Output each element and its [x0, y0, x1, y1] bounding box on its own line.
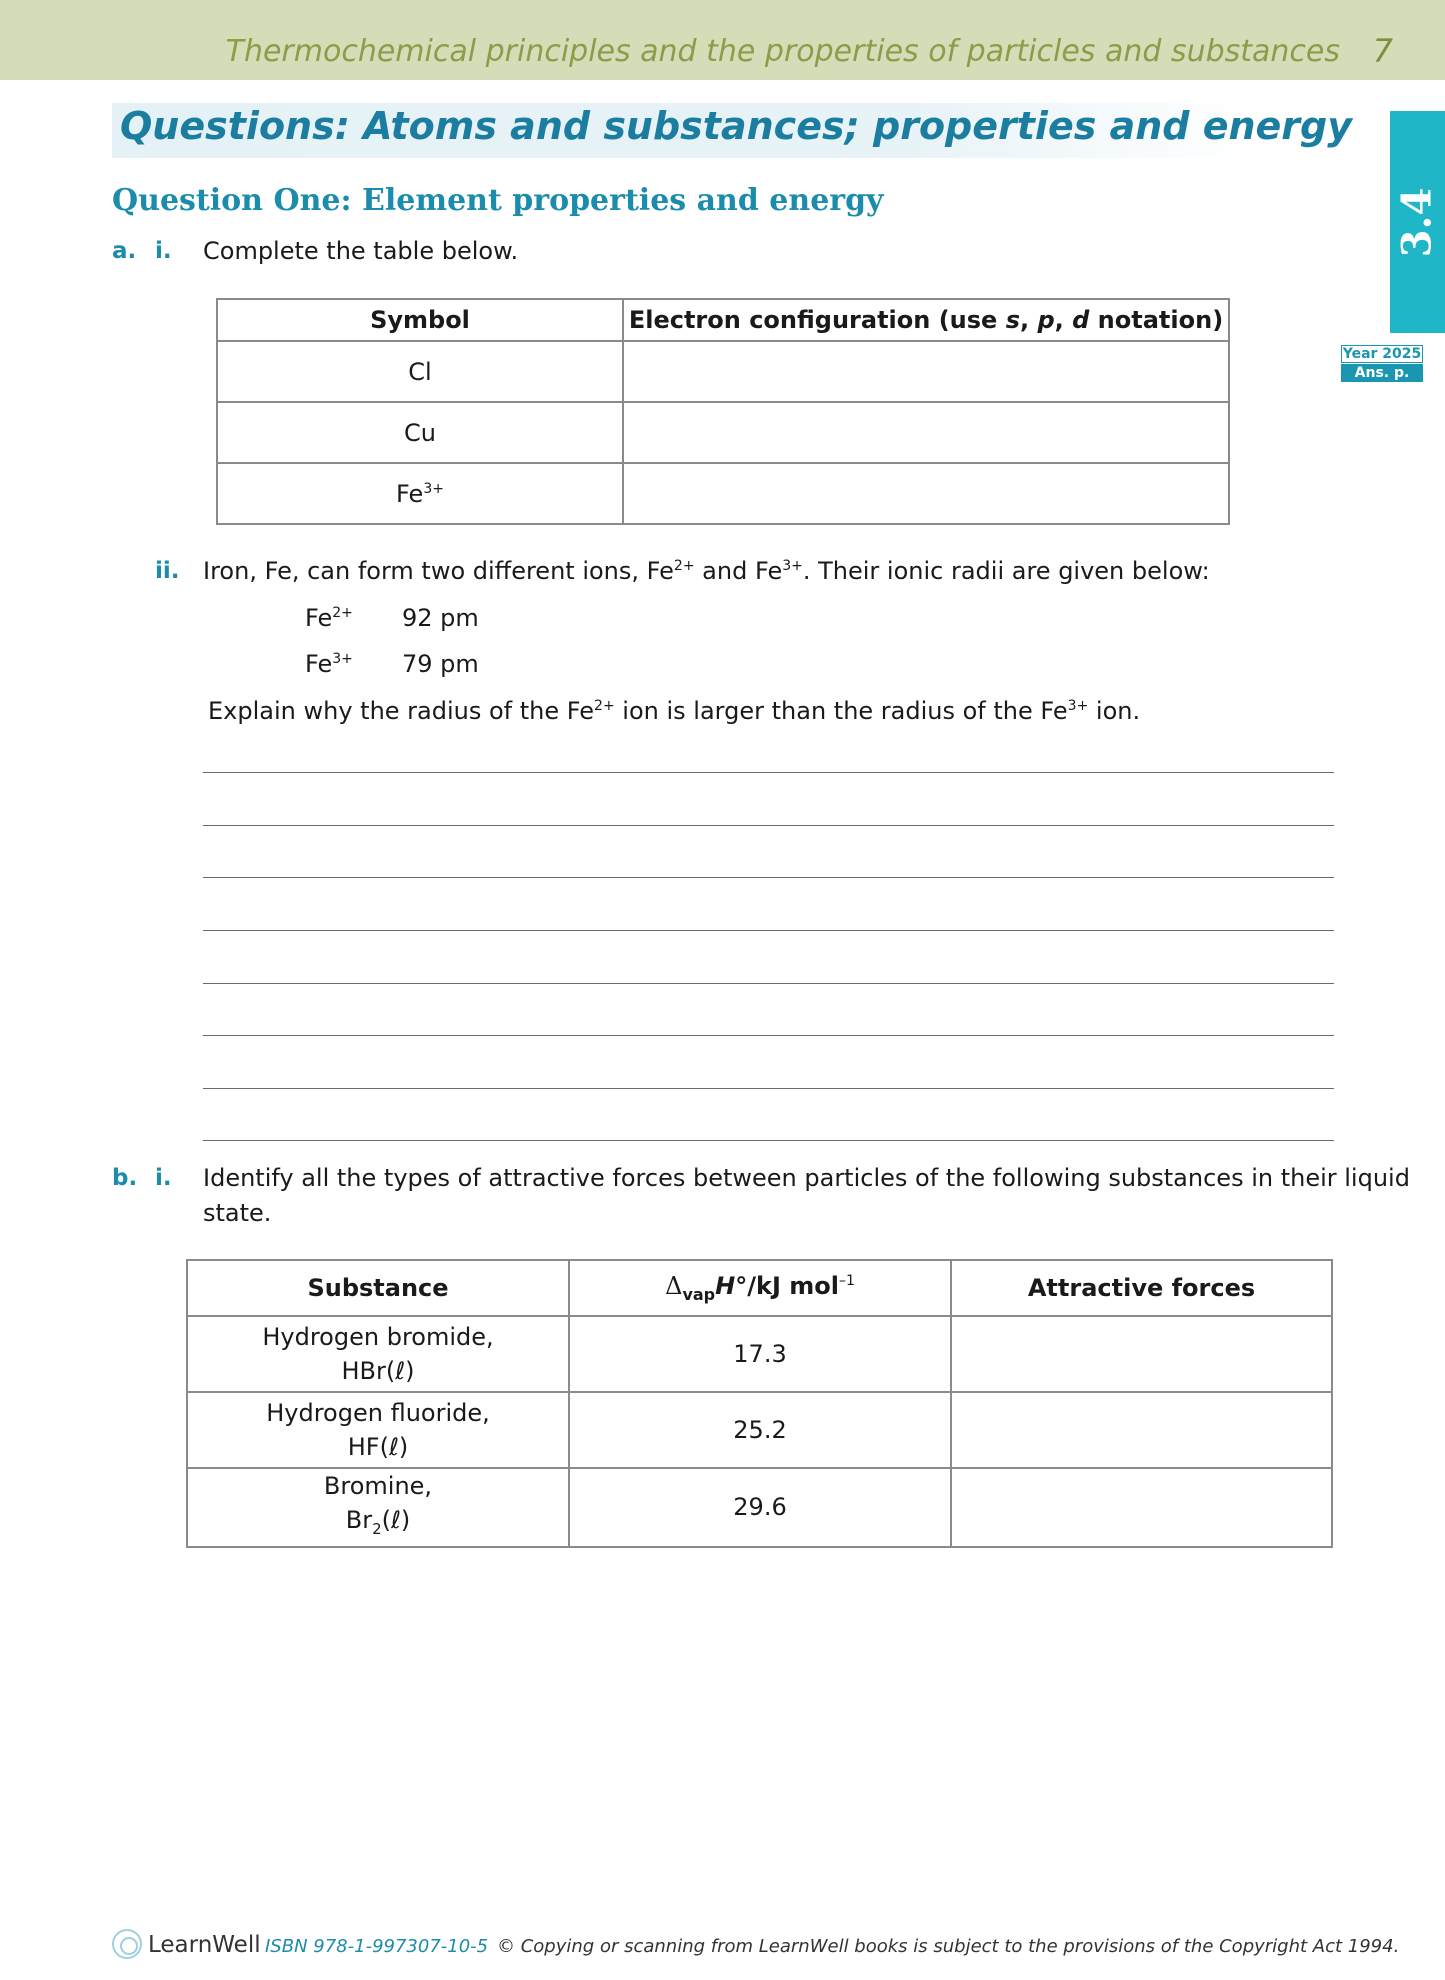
- forces-answer-cell[interactable]: [951, 1316, 1332, 1392]
- forces-answer-cell[interactable]: [951, 1468, 1332, 1547]
- footer-brand: LearnWell: [148, 1932, 261, 1958]
- learnwell-logo-icon: [112, 1929, 142, 1959]
- section-tab-label: 3.4: [1393, 187, 1441, 257]
- enthalpy-header: $\Delta_{vap}H^\circ/kJ$ mol$^{-1}$: [569, 1260, 951, 1316]
- table-row: [187, 1468, 1332, 1547]
- symbol-cell: $Fe^{3+}$: [217, 463, 623, 524]
- part-b-i-marker: i.: [155, 1165, 172, 1191]
- explain-prompt: Explain why the radius of the $Fe^{2+}$ ion is larger than the radius of the $Fe^{3+}$ ion.: [208, 697, 1141, 725]
- substance-cell: Bromine, $Br_2(\ell)$: [187, 1468, 569, 1547]
- enthalpy-value: 29.6: [569, 1468, 951, 1547]
- forces-header: Attractive forces: [951, 1260, 1332, 1316]
- ion-radius: 92 pm: [402, 604, 479, 632]
- page-title: Questions: Atoms and substances; properties and energy: [120, 104, 1353, 148]
- answer-line[interactable]: [203, 1035, 1334, 1036]
- table-row: [217, 341, 1229, 402]
- running-header-title: Thermochemical principles and the properties of particles and substances: [225, 34, 1340, 69]
- part-a-ii-marker: ii.: [155, 558, 180, 584]
- symbol-cell: Cu: [217, 402, 623, 463]
- footer-isbn: ISBN 978-1-997307-10-5: [265, 1936, 489, 1957]
- ionic-radii-intro: Iron, Fe, can form two different ions, $Fe^{2+}$ and $Fe^{3+}$. Their ionic radii are given below:: [203, 557, 1210, 585]
- year-badge: Year 2025: [1342, 346, 1422, 362]
- substance-cell: Hydrogen fluoride, HF(ℓ): [187, 1392, 569, 1468]
- table-row: [217, 463, 1229, 524]
- answer-line[interactable]: [203, 825, 1334, 826]
- footer-copyright: © Copying or scanning from LearnWell books is subject to the provisions of the Copyright Act 1994.: [497, 1936, 1400, 1957]
- electron-config-table: [216, 298, 1230, 525]
- answer-line[interactable]: [203, 1088, 1334, 1089]
- substance-header: Substance: [187, 1260, 569, 1316]
- part-a-instruction: Complete the table below.: [203, 237, 519, 265]
- symbol-header: Symbol: [217, 299, 623, 341]
- answer-line[interactable]: [203, 877, 1334, 878]
- page-number: 7: [1372, 32, 1393, 70]
- part-b-instruction-line1: Identify all the types of attractive forces between particles of the following substances in their liquid: [203, 1164, 1410, 1192]
- config-answer-cell[interactable]: [623, 341, 1229, 402]
- question-heading: Question One: Element properties and energy: [112, 183, 884, 218]
- forces-answer-cell[interactable]: [951, 1392, 1332, 1468]
- enthalpy-value: 17.3: [569, 1316, 951, 1392]
- part-a-i-marker: i.: [155, 238, 172, 264]
- part-b-marker: b.: [112, 1165, 138, 1191]
- attractive-forces-table: [186, 1259, 1333, 1548]
- ion-label: $Fe^{3+}$: [305, 650, 353, 678]
- symbol-cell: Cl: [217, 341, 623, 402]
- part-a-marker: a.: [112, 238, 137, 264]
- answers-page-badge: Ans. p. 129: [1341, 364, 1423, 382]
- part-b-instruction-line2: state.: [203, 1199, 272, 1227]
- table-header-row: [187, 1260, 1332, 1316]
- table-header-row: [217, 299, 1229, 341]
- answer-line[interactable]: [203, 772, 1334, 773]
- table-row: [187, 1316, 1332, 1392]
- table-row: [217, 402, 1229, 463]
- answer-line[interactable]: [203, 930, 1334, 931]
- substance-cell: Hydrogen bromide, HBr(ℓ): [187, 1316, 569, 1392]
- table-row: [187, 1392, 1332, 1468]
- config-answer-cell[interactable]: [623, 463, 1229, 524]
- config-header: Electron configuration (use s, p, d notation): [623, 299, 1229, 341]
- answer-line[interactable]: [203, 1140, 1334, 1141]
- config-answer-cell[interactable]: [623, 402, 1229, 463]
- ion-label: $Fe^{2+}$: [305, 604, 353, 632]
- ion-radius: 79 pm: [402, 650, 479, 678]
- enthalpy-value: 25.2: [569, 1392, 951, 1468]
- answer-line[interactable]: [203, 983, 1334, 984]
